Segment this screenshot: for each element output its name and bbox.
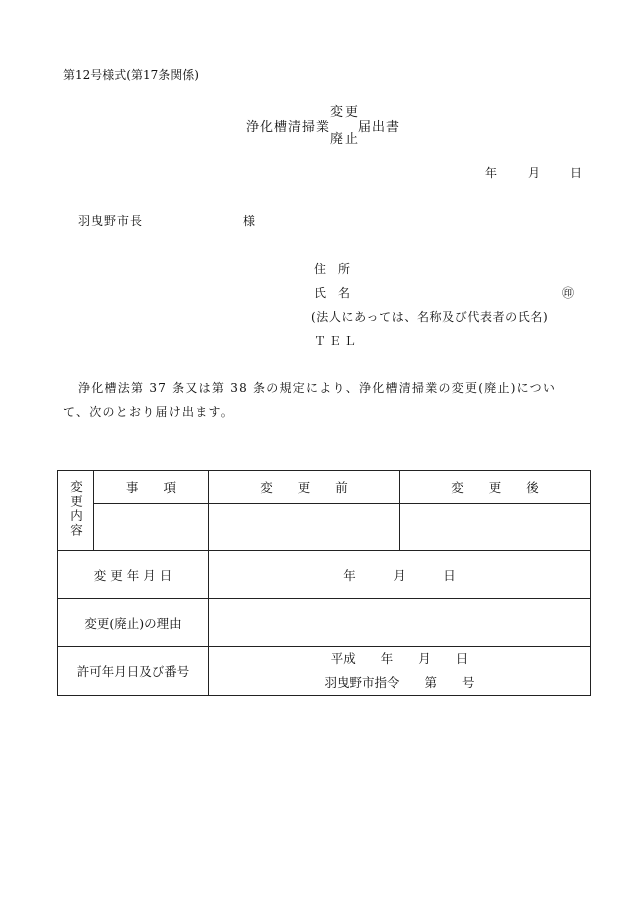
permit-label: 許可年月日及び番号 (58, 647, 209, 696)
address-label: 住 所 (314, 262, 351, 276)
change-date-label: 変 更 年 月 日 (58, 551, 209, 599)
body-text-line1: 浄化槽法第 37 条又は第 38 条の規定により、浄化槽清掃業の変更(廃止)につい (78, 381, 557, 395)
change-content-label: 変更内容 (68, 480, 84, 538)
date-month: 月 (528, 166, 541, 180)
title-suffix: 届出書 (358, 120, 401, 135)
date-year: 年 (485, 166, 498, 180)
col-after-header: 変 更 後 (400, 471, 591, 504)
change-date-value[interactable]: 年 月 日 (209, 551, 591, 599)
permit-value-cell[interactable] (209, 647, 591, 696)
corporate-note: (法人にあっては、名称及び代表者の氏名) (311, 310, 549, 324)
date-day: 日 (570, 166, 583, 180)
before-input-cell[interactable] (209, 504, 400, 551)
item-input-cell[interactable] (94, 504, 209, 551)
title-prefix: 浄化槽清掃業 (246, 120, 331, 135)
title-option-abolish: 廃止 (330, 132, 361, 147)
title-option-change: 変更 (330, 105, 361, 120)
col-item-header: 事 項 (94, 471, 209, 504)
tel-label: ＴＥＬ (314, 334, 360, 348)
addressee-name: 羽曳野市長 (78, 214, 144, 228)
reason-label: 変更(廃止)の理由 (58, 599, 209, 647)
body-text-line2: て、次のとおり届け出ます。 (63, 405, 235, 419)
change-form-table (57, 470, 591, 696)
permit-date: 平成 年 月 日 (330, 651, 469, 666)
reason-input-cell[interactable] (209, 599, 591, 647)
seal-mark: ㊞ (562, 286, 575, 300)
form-number: 第12号様式(第17条関係) (63, 68, 199, 82)
change-content-label-cell (58, 471, 94, 551)
permit-number: 羽曳野市指令 第 号 (324, 675, 475, 690)
after-input-cell[interactable] (400, 504, 591, 551)
addressee-honorific: 様 (243, 214, 256, 228)
col-before-header: 変 更 前 (209, 471, 400, 504)
name-label: 氏 名 (314, 286, 351, 300)
